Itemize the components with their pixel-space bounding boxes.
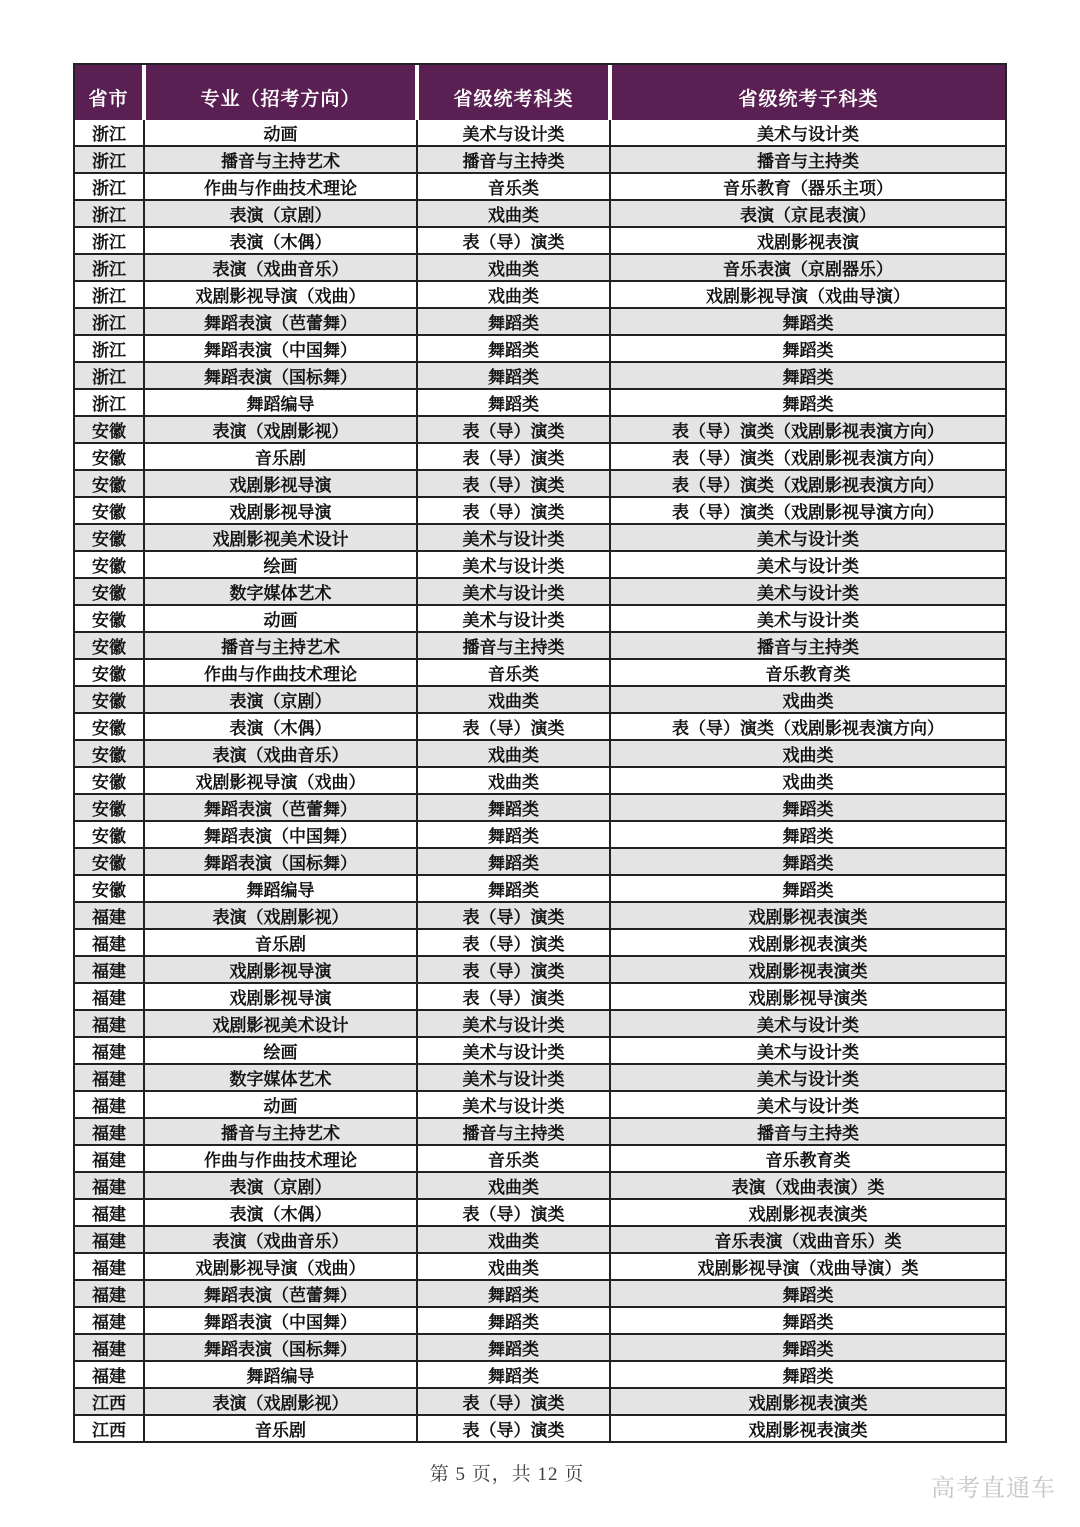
subcategory-cell: 舞蹈类: [610, 1361, 1005, 1388]
subcategory-cell: 戏剧影视表演类: [610, 929, 1005, 956]
table-row: [75, 1334, 1005, 1361]
subcategory-cell: 表（导）演类（戏剧影视表演方向）: [610, 416, 1005, 443]
table-row: [75, 848, 1005, 875]
table-row: [75, 389, 1005, 416]
major-cell: 播音与主持艺术: [144, 632, 417, 659]
subcategory-cell: 表演（京昆表演）: [610, 200, 1005, 227]
province-cell: 福建: [75, 1253, 144, 1280]
major-cell: 舞蹈表演（芭蕾舞）: [144, 794, 417, 821]
subcategory-cell: 美术与设计类: [610, 1064, 1005, 1091]
major-cell: 表演（木偶）: [144, 1199, 417, 1226]
category-cell: 美术与设计类: [417, 1010, 610, 1037]
major-cell: 播音与主持艺术: [144, 146, 417, 173]
province-cell: 浙江: [75, 254, 144, 281]
subcategory-cell: 舞蹈类: [610, 848, 1005, 875]
table-header-row: [75, 65, 1005, 120]
table-row: [75, 254, 1005, 281]
province-cell: 浙江: [75, 227, 144, 254]
table-row: [75, 416, 1005, 443]
category-cell: 舞蹈类: [417, 1307, 610, 1334]
table-row: [75, 794, 1005, 821]
province-cell: 福建: [75, 1334, 144, 1361]
category-cell: 戏曲类: [417, 281, 610, 308]
table-row: [75, 875, 1005, 902]
category-cell: 戏曲类: [417, 254, 610, 281]
major-cell: 舞蹈表演（中国舞）: [144, 1307, 417, 1334]
subcategory-cell: 美术与设计类: [610, 1010, 1005, 1037]
province-cell: 浙江: [75, 281, 144, 308]
table-row: [75, 308, 1005, 335]
province-cell: 浙江: [75, 335, 144, 362]
province-cell: 安徽: [75, 551, 144, 578]
major-cell: 戏剧影视导演: [144, 956, 417, 983]
subcategory-cell: 舞蹈类: [610, 1307, 1005, 1334]
province-cell: 安徽: [75, 470, 144, 497]
province-cell: 安徽: [75, 767, 144, 794]
table-row: [75, 605, 1005, 632]
province-cell: 安徽: [75, 875, 144, 902]
subcategory-cell: 舞蹈类: [610, 362, 1005, 389]
province-cell: 福建: [75, 1037, 144, 1064]
subcategory-cell: 舞蹈类: [610, 1334, 1005, 1361]
table-row: [75, 1118, 1005, 1145]
province-cell: 浙江: [75, 308, 144, 335]
major-cell: 舞蹈表演（国标舞）: [144, 1334, 417, 1361]
subcategory-cell: 戏剧影视表演类: [610, 902, 1005, 929]
category-cell: 表（导）演类: [417, 497, 610, 524]
major-cell: 表演（京剧）: [144, 686, 417, 713]
category-cell: 戏曲类: [417, 1253, 610, 1280]
subcategory-cell: 美术与设计类: [610, 1037, 1005, 1064]
province-cell: 福建: [75, 902, 144, 929]
table-row: [75, 1226, 1005, 1253]
major-cell: 戏剧影视导演: [144, 497, 417, 524]
subcategory-cell: 戏剧影视表演: [610, 227, 1005, 254]
province-cell: 福建: [75, 929, 144, 956]
table-row: [75, 120, 1005, 146]
category-cell: 戏曲类: [417, 200, 610, 227]
category-cell: 表（导）演类: [417, 929, 610, 956]
table-row: [75, 470, 1005, 497]
col-header-subcategory: 省级统考子科类: [610, 65, 1005, 120]
major-cell: 表演（木偶）: [144, 227, 417, 254]
province-cell: 安徽: [75, 443, 144, 470]
subcategory-cell: 戏曲类: [610, 686, 1005, 713]
province-cell: 福建: [75, 1010, 144, 1037]
subcategory-cell: 舞蹈类: [610, 335, 1005, 362]
subcategory-cell: 美术与设计类: [610, 524, 1005, 551]
subcategory-cell: 音乐表演（戏曲音乐）类: [610, 1226, 1005, 1253]
category-cell: 美术与设计类: [417, 524, 610, 551]
category-cell: 表（导）演类: [417, 956, 610, 983]
table-row: [75, 740, 1005, 767]
major-cell: 戏剧影视导演（戏曲）: [144, 281, 417, 308]
table-row: [75, 551, 1005, 578]
province-cell: 福建: [75, 1118, 144, 1145]
category-cell: 戏曲类: [417, 686, 610, 713]
major-cell: 舞蹈表演（芭蕾舞）: [144, 1280, 417, 1307]
subcategory-cell: 戏剧影视导演（戏曲导演）类: [610, 1253, 1005, 1280]
province-cell: 福建: [75, 1091, 144, 1118]
category-cell: 美术与设计类: [417, 1091, 610, 1118]
province-cell: 安徽: [75, 578, 144, 605]
category-cell: 戏曲类: [417, 767, 610, 794]
province-cell: 安徽: [75, 740, 144, 767]
major-cell: 戏剧影视美术设计: [144, 1010, 417, 1037]
category-cell: 表（导）演类: [417, 443, 610, 470]
major-cell: 戏剧影视导演（戏曲）: [144, 767, 417, 794]
province-cell: 福建: [75, 1145, 144, 1172]
major-cell: 戏剧影视导演（戏曲）: [144, 1253, 417, 1280]
subcategory-cell: 音乐教育类: [610, 659, 1005, 686]
category-cell: 舞蹈类: [417, 389, 610, 416]
major-cell: 音乐剧: [144, 443, 417, 470]
table-row: [75, 1172, 1005, 1199]
category-cell: 舞蹈类: [417, 1280, 610, 1307]
province-cell: 浙江: [75, 200, 144, 227]
table-row: [75, 1280, 1005, 1307]
province-cell: 安徽: [75, 632, 144, 659]
category-cell: 表（导）演类: [417, 902, 610, 929]
category-cell: 美术与设计类: [417, 551, 610, 578]
province-cell: 浙江: [75, 173, 144, 200]
table-row: [75, 1037, 1005, 1064]
category-cell: 戏曲类: [417, 740, 610, 767]
subcategory-cell: 舞蹈类: [610, 794, 1005, 821]
subcategory-cell: 舞蹈类: [610, 821, 1005, 848]
category-cell: 戏曲类: [417, 1172, 610, 1199]
province-cell: 浙江: [75, 362, 144, 389]
major-cell: 舞蹈表演（芭蕾舞）: [144, 308, 417, 335]
subcategory-cell: 美术与设计类: [610, 551, 1005, 578]
major-cell: 表演（戏曲音乐）: [144, 740, 417, 767]
category-cell: 表（导）演类: [417, 983, 610, 1010]
category-cell: 美术与设计类: [417, 1064, 610, 1091]
table-row: [75, 1145, 1005, 1172]
table-row: [75, 929, 1005, 956]
province-cell: 浙江: [75, 120, 144, 146]
exam-category-table-container: [73, 63, 1007, 1443]
table-row: [75, 173, 1005, 200]
table-row: [75, 497, 1005, 524]
major-cell: 舞蹈编导: [144, 875, 417, 902]
province-cell: 福建: [75, 1307, 144, 1334]
province-cell: 福建: [75, 983, 144, 1010]
category-cell: 播音与主持类: [417, 632, 610, 659]
subcategory-cell: 舞蹈类: [610, 308, 1005, 335]
subcategory-cell: 舞蹈类: [610, 389, 1005, 416]
table-row: [75, 227, 1005, 254]
subcategory-cell: 表（导）演类（戏剧影视表演方向）: [610, 713, 1005, 740]
category-cell: 表（导）演类: [417, 470, 610, 497]
major-cell: 表演（戏剧影视）: [144, 416, 417, 443]
major-cell: 音乐剧: [144, 1415, 417, 1441]
major-cell: 戏剧影视美术设计: [144, 524, 417, 551]
subcategory-cell: 舞蹈类: [610, 1280, 1005, 1307]
table-row: [75, 281, 1005, 308]
major-cell: 作曲与作曲技术理论: [144, 1145, 417, 1172]
subcategory-cell: 音乐表演（京剧器乐）: [610, 254, 1005, 281]
major-cell: 动画: [144, 1091, 417, 1118]
major-cell: 表演（戏剧影视）: [144, 902, 417, 929]
subcategory-cell: 戏剧影视导演（戏曲导演）: [610, 281, 1005, 308]
subcategory-cell: 播音与主持类: [610, 1118, 1005, 1145]
table-row: [75, 713, 1005, 740]
province-cell: 安徽: [75, 659, 144, 686]
major-cell: 表演（京剧）: [144, 1172, 417, 1199]
category-cell: 美术与设计类: [417, 605, 610, 632]
category-cell: 表（导）演类: [417, 713, 610, 740]
major-cell: 表演（戏曲音乐）: [144, 254, 417, 281]
province-cell: 福建: [75, 1361, 144, 1388]
subcategory-cell: 表（导）演类（戏剧影视表演方向）: [610, 470, 1005, 497]
major-cell: 表演（戏剧影视）: [144, 1388, 417, 1415]
table-row: [75, 1091, 1005, 1118]
major-cell: 绘画: [144, 551, 417, 578]
subcategory-cell: 戏剧影视表演类: [610, 1199, 1005, 1226]
province-cell: 福建: [75, 956, 144, 983]
category-cell: 音乐类: [417, 659, 610, 686]
table-row: [75, 524, 1005, 551]
province-cell: 江西: [75, 1388, 144, 1415]
table-row: [75, 1361, 1005, 1388]
category-cell: 音乐类: [417, 173, 610, 200]
province-cell: 浙江: [75, 146, 144, 173]
major-cell: 绘画: [144, 1037, 417, 1064]
major-cell: 作曲与作曲技术理论: [144, 659, 417, 686]
province-cell: 安徽: [75, 686, 144, 713]
province-cell: 安徽: [75, 821, 144, 848]
page-number: 第 5 页，共 12 页: [429, 1464, 585, 1485]
category-cell: 舞蹈类: [417, 794, 610, 821]
table-row: [75, 362, 1005, 389]
subcategory-cell: 表演（戏曲表演）类: [610, 1172, 1005, 1199]
major-cell: 播音与主持艺术: [144, 1118, 417, 1145]
subcategory-cell: 播音与主持类: [610, 632, 1005, 659]
table-row: [75, 902, 1005, 929]
category-cell: 美术与设计类: [417, 1037, 610, 1064]
category-cell: 舞蹈类: [417, 848, 610, 875]
subcategory-cell: 表（导）演类（戏剧影视导演方向）: [610, 497, 1005, 524]
major-cell: 音乐剧: [144, 929, 417, 956]
major-cell: 数字媒体艺术: [144, 578, 417, 605]
subcategory-cell: 表（导）演类（戏剧影视表演方向）: [610, 443, 1005, 470]
table-row: [75, 767, 1005, 794]
major-cell: 舞蹈表演（国标舞）: [144, 362, 417, 389]
subcategory-cell: 美术与设计类: [610, 1091, 1005, 1118]
subcategory-cell: 美术与设计类: [610, 578, 1005, 605]
major-cell: 动画: [144, 120, 417, 146]
table-row: [75, 632, 1005, 659]
table-row: [75, 578, 1005, 605]
province-cell: 福建: [75, 1064, 144, 1091]
table-row: [75, 956, 1005, 983]
major-cell: 舞蹈表演（中国舞）: [144, 821, 417, 848]
province-cell: 安徽: [75, 848, 144, 875]
province-cell: 安徽: [75, 713, 144, 740]
subcategory-cell: 戏剧影视表演类: [610, 1388, 1005, 1415]
major-cell: 表演（木偶）: [144, 713, 417, 740]
table-row: [75, 821, 1005, 848]
province-cell: 安徽: [75, 605, 144, 632]
category-cell: 舞蹈类: [417, 1361, 610, 1388]
table-row: [75, 1199, 1005, 1226]
major-cell: 表演（京剧）: [144, 200, 417, 227]
watermark: 高考直通车: [931, 1475, 1056, 1502]
category-cell: 美术与设计类: [417, 578, 610, 605]
table-row: [75, 686, 1005, 713]
major-cell: 表演（戏曲音乐）: [144, 1226, 417, 1253]
subcategory-cell: 音乐教育类: [610, 1145, 1005, 1172]
subcategory-cell: 戏剧影视表演类: [610, 956, 1005, 983]
category-cell: 舞蹈类: [417, 362, 610, 389]
category-cell: 表（导）演类: [417, 416, 610, 443]
category-cell: 表（导）演类: [417, 1415, 610, 1441]
table-row: [75, 1388, 1005, 1415]
category-cell: 表（导）演类: [417, 1388, 610, 1415]
table-row: [75, 1415, 1005, 1441]
table-row: [75, 1307, 1005, 1334]
category-cell: 舞蹈类: [417, 335, 610, 362]
subcategory-cell: 美术与设计类: [610, 120, 1005, 146]
table-row: [75, 1064, 1005, 1091]
table-row: [75, 1253, 1005, 1280]
table-row: [75, 1010, 1005, 1037]
major-cell: 舞蹈表演（国标舞）: [144, 848, 417, 875]
province-cell: 安徽: [75, 497, 144, 524]
category-cell: 美术与设计类: [417, 120, 610, 146]
major-cell: 作曲与作曲技术理论: [144, 173, 417, 200]
subcategory-cell: 美术与设计类: [610, 605, 1005, 632]
province-cell: 福建: [75, 1199, 144, 1226]
subcategory-cell: 舞蹈类: [610, 875, 1005, 902]
subcategory-cell: 戏曲类: [610, 740, 1005, 767]
subcategory-cell: 戏剧影视表演类: [610, 1415, 1005, 1441]
category-cell: 舞蹈类: [417, 875, 610, 902]
category-cell: 音乐类: [417, 1145, 610, 1172]
province-cell: 浙江: [75, 389, 144, 416]
category-cell: 舞蹈类: [417, 821, 610, 848]
table-body: [75, 120, 1005, 1441]
category-cell: 播音与主持类: [417, 146, 610, 173]
province-cell: 安徽: [75, 794, 144, 821]
exam-category-table: [75, 65, 1005, 1441]
province-cell: 江西: [75, 1415, 144, 1441]
province-cell: 安徽: [75, 416, 144, 443]
major-cell: 戏剧影视导演: [144, 983, 417, 1010]
col-header-category: 省级统考科类: [417, 65, 610, 120]
category-cell: 戏曲类: [417, 1226, 610, 1253]
major-cell: 舞蹈编导: [144, 389, 417, 416]
province-cell: 福建: [75, 1172, 144, 1199]
table-row: [75, 200, 1005, 227]
table-row: [75, 335, 1005, 362]
table-row: [75, 146, 1005, 173]
major-cell: 戏剧影视导演: [144, 470, 417, 497]
major-cell: 动画: [144, 605, 417, 632]
category-cell: 舞蹈类: [417, 308, 610, 335]
table-row: [75, 983, 1005, 1010]
subcategory-cell: 音乐教育（器乐主项）: [610, 173, 1005, 200]
category-cell: 舞蹈类: [417, 1334, 610, 1361]
province-cell: 福建: [75, 1226, 144, 1253]
table-row: [75, 443, 1005, 470]
col-header-province: 省市: [75, 65, 144, 120]
province-cell: 安徽: [75, 524, 144, 551]
table-row: [75, 659, 1005, 686]
category-cell: 表（导）演类: [417, 227, 610, 254]
col-header-major: 专业（招考方向）: [144, 65, 417, 120]
category-cell: 表（导）演类: [417, 1199, 610, 1226]
major-cell: 舞蹈编导: [144, 1361, 417, 1388]
subcategory-cell: 戏曲类: [610, 767, 1005, 794]
major-cell: 数字媒体艺术: [144, 1064, 417, 1091]
major-cell: 舞蹈表演（中国舞）: [144, 335, 417, 362]
province-cell: 福建: [75, 1280, 144, 1307]
subcategory-cell: 播音与主持类: [610, 146, 1005, 173]
subcategory-cell: 戏剧影视导演类: [610, 983, 1005, 1010]
category-cell: 播音与主持类: [417, 1118, 610, 1145]
